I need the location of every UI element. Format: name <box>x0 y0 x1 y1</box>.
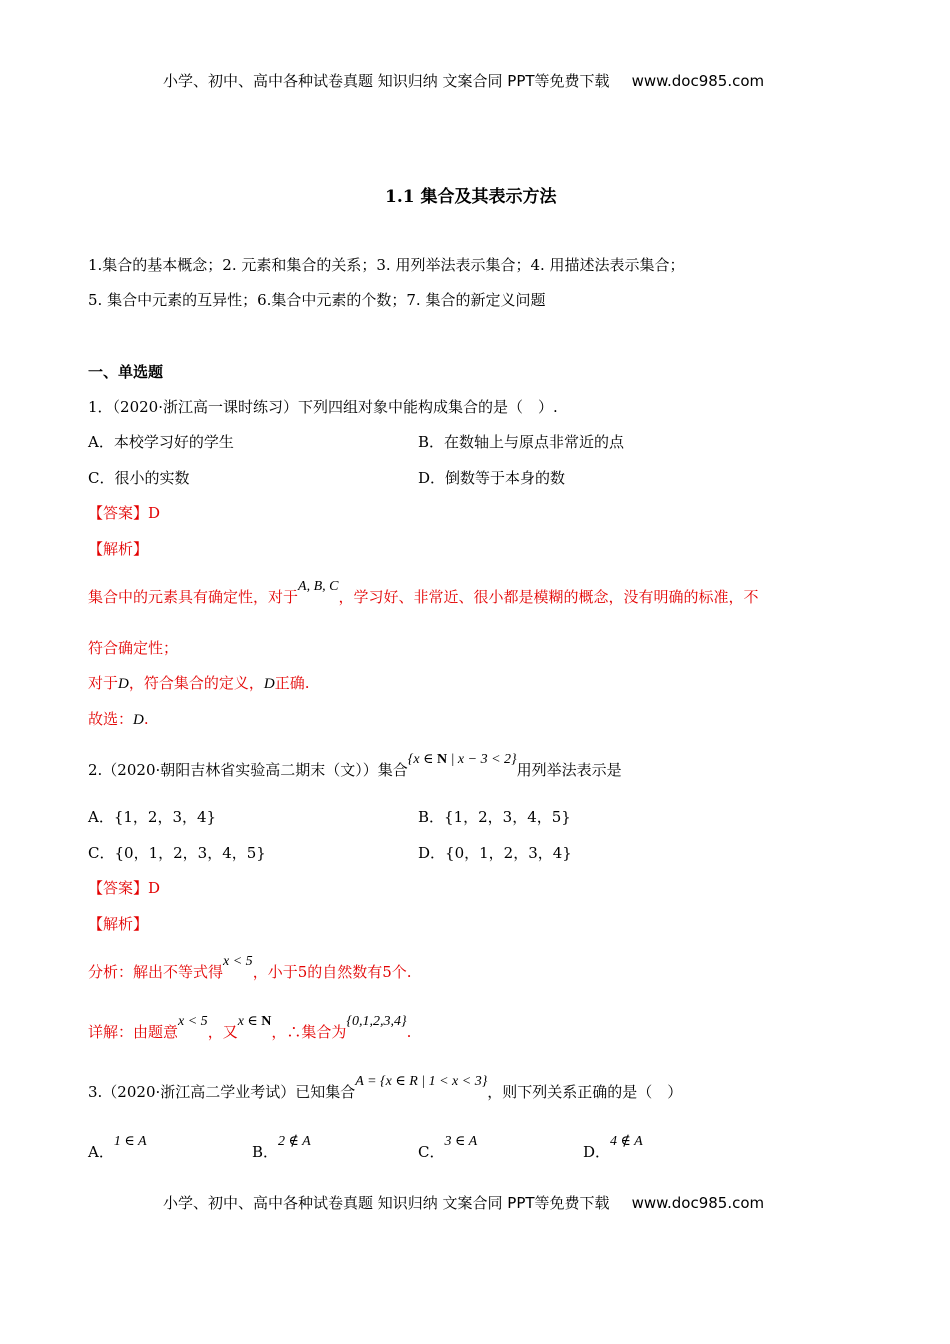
q2-set-math: {x ∈ N | x − 3 < 2} <box>407 752 517 767</box>
q2-option-d: D．{0，1，2，3，4} <box>418 844 572 862</box>
footer-text: 小学、初中、高中各种试卷真题 知识归纳 文案合同 PPT等免费下载 <box>163 1194 610 1212</box>
q2-option-c: C．{0，1，2，3，4，5} <box>88 844 266 862</box>
q1-math-abc: A, B, C <box>298 579 339 594</box>
q1-explanation-2: 符合确定性； <box>88 639 179 657</box>
page-header <box>163 70 764 91</box>
q2-answer: 【答案】D <box>88 879 161 897</box>
q1-option-a: A．本校学习好的学生 <box>88 433 234 451</box>
q3-option-d: D．4 ∉ A <box>583 1134 643 1161</box>
q1-stem: 1．（2020·浙江高一课时练习）下列四组对象中能构成集合的是（ ）. <box>88 398 558 416</box>
q3-stem: 3.（2020·浙江高二学业考试）已知集合A = {x ∈ R | 1 < x < 3}，则下列关系正确的是（ ） <box>88 1074 683 1101</box>
q1-analysis-label: 【解析】 <box>88 540 149 558</box>
q2-explanation-1: 分析：解出不等式得x < 5，小于5的自然数有5个. <box>88 954 412 981</box>
q3-set-math: A = {x ∈ R | 1 < x < 3} <box>355 1074 488 1089</box>
q1-option-b: B．在数轴上与原点非常近的点 <box>418 433 625 451</box>
topics-line-1: 1.集合的基本概念；2. 元素和集合的关系；3. 用列举法表示集合；4. 用描述法表示集合； <box>88 256 685 274</box>
q2-stem: 2.（2020·朝阳吉林省实验高二期末（文））集合{x ∈ N | x − 3 < 2}用列举法表示是 <box>88 752 622 779</box>
q1-explanation-1: 集合中的元素具有确定性，对于A, B, C，学习好、非常近、很小都是模糊的概念，没有明确的标准，不 <box>88 579 759 606</box>
section-heading: 一、单选题 <box>88 363 164 381</box>
header-site-link[interactable]: www.doc985.com <box>631 72 765 90</box>
q3-option-c: C．3 ∈ A <box>418 1134 478 1161</box>
q1-answer: 【答案】D <box>88 504 161 522</box>
page-footer <box>163 1192 764 1213</box>
header-text: 小学、初中、高中各种试卷真题 知识归纳 文案合同 PPT等免费下载 <box>163 72 610 90</box>
q2-option-a: A．{1，2，3，4} <box>88 808 217 826</box>
q2-explanation-2: 详解：由题意x < 5，又x ∈ N，∴集合为{0,1,2,3,4}. <box>88 1014 412 1041</box>
footer-site-link[interactable]: www.doc985.com <box>631 1194 765 1212</box>
q1-explanation-3: 对于D，符合集合的定义，D正确. <box>88 674 310 692</box>
page-title: 1.1 集合及其表示方法 <box>385 187 557 207</box>
q1-option-c: C．很小的实数 <box>88 469 190 487</box>
q1-explanation-4: 故选：D. <box>88 710 149 728</box>
q3-option-b: B．2 ∉ A <box>252 1134 311 1161</box>
q1-option-d: D．倒数等于本身的数 <box>418 469 566 487</box>
q2-analysis-label: 【解析】 <box>88 915 149 933</box>
q3-option-a: A．1 ∈ A <box>88 1134 147 1161</box>
topics-line-2: 5. 集合中元素的互异性；6.集合中元素的个数；7. 集合的新定义问题 <box>88 291 546 309</box>
q2-option-b: B．{1，2，3，4，5} <box>418 808 571 826</box>
